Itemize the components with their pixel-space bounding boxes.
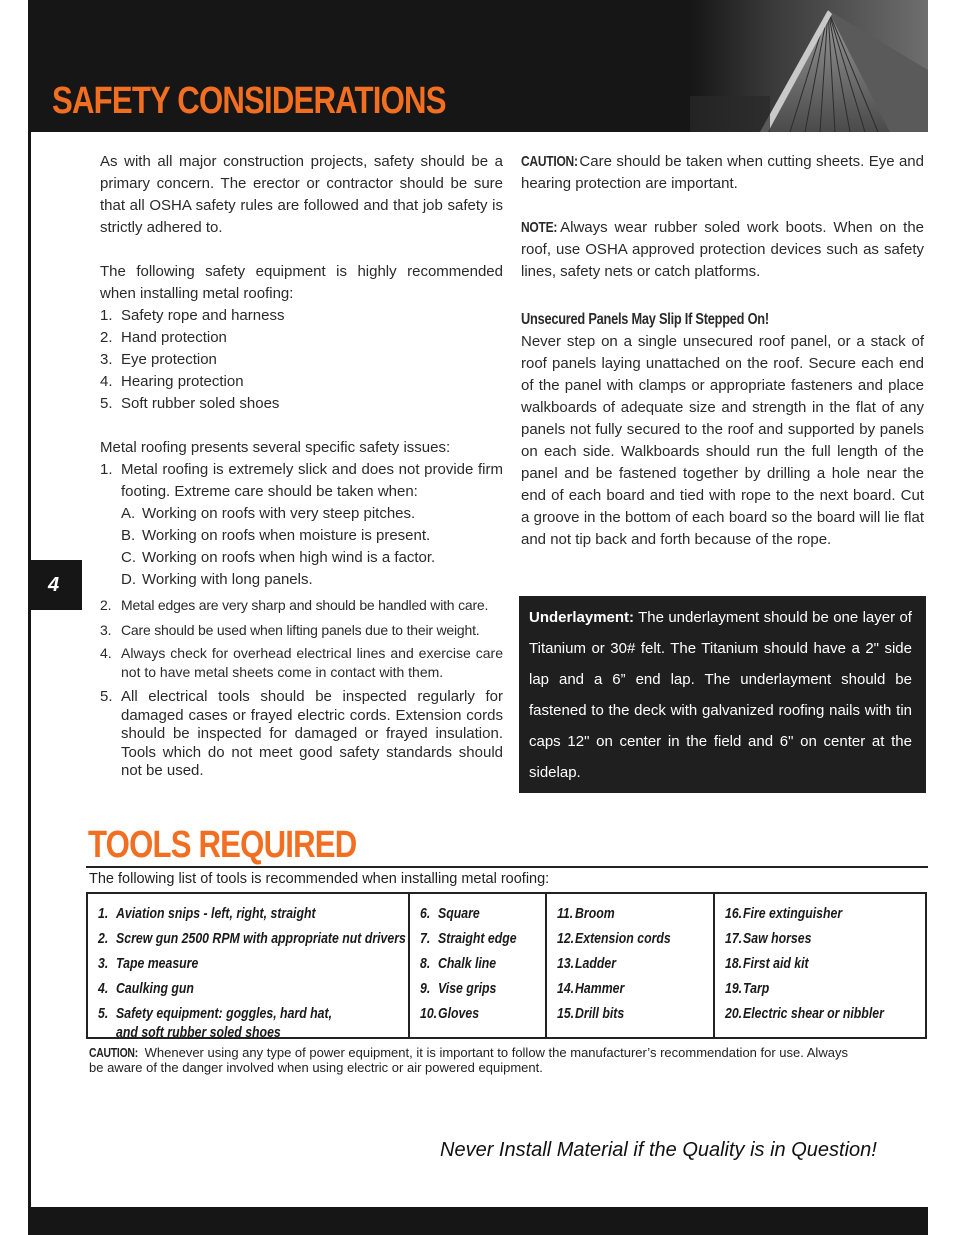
underlayment-box <box>519 596 926 793</box>
issues-list <box>100 459 503 781</box>
list-item: 3. Care should be used when lifting panels due to their weight. <box>100 622 480 638</box>
tools-table <box>86 892 927 1039</box>
tools-divider <box>86 866 928 868</box>
list-item: 3. Eye protection <box>100 351 217 368</box>
sub-list-item: B. Working on roofs when moisture is present. <box>121 527 431 544</box>
tools-column <box>715 894 925 1037</box>
left-rule <box>28 132 31 1207</box>
unsecured-paragraph: Never step on a single unsecured roof panel, or a stack of roof panels laying unattached on the roof. Secure each end of the panel with clamps or appropriate fasteners and place walkboards of adequate size and strength in the flat of any panels not fully secured to the roof and supported by panels on each side. Walkboards should run the full length of the panel and be fastened together by drilling a hole near the end of each board and tied with rope to the next board. Cut a groove in the bottom of each board so the board will lie flat and not tip back and forth because of the rope. <box>521 333 924 548</box>
tools-intro: The following list of tools is recommended when installing metal roofing: <box>89 871 550 887</box>
intro-paragraph: As with all major construction projects, safety should be a primary concern. The erector or contractor should be sure that all OSHA safety rules are followed and that job safety is strictly adhered to. <box>100 153 503 236</box>
tool-item: 14.Hammer <box>557 980 625 997</box>
issues-intro: Metal roofing presents several specific safety issues: <box>100 439 451 456</box>
tool-item: 17.Saw horses <box>725 930 812 947</box>
equipment-intro: The following safety equipment is highly recommended when installing metal roofing: <box>100 263 503 302</box>
list-item: 4. Hearing protection <box>100 373 244 390</box>
sub-list-item: D. Working with long panels. <box>121 571 313 588</box>
tool-item: 5. Safety equipment: goggles, hard hat, and soft rubber soled shoes <box>98 1005 333 1041</box>
list-item: 4. Always check for overhead electrical lines and exercise care not to have metal sheets come in contact with them. <box>100 645 503 680</box>
list-item: 2. Hand protection <box>100 329 227 346</box>
tool-item: 10.Gloves <box>420 1005 480 1022</box>
caution-paragraph: CAUTION: Care should be taken when cutting sheets. Eye and hearing protection are important. <box>521 153 924 192</box>
tool-item: 18.First aid kit <box>725 955 809 972</box>
underlayment-label: Underlayment: <box>529 609 635 626</box>
equipment-list <box>100 305 503 415</box>
tool-item: 13.Ladder <box>557 955 617 972</box>
tool-item: 12.Extension cords <box>557 930 671 947</box>
list-item: 1. Safety rope and harness <box>100 307 285 324</box>
tool-item: 19.Tarp <box>725 980 770 997</box>
tool-item: 6. Square <box>420 905 480 922</box>
underlayment-text: The underlayment should be one layer of Titanium or 30# felt. The Titanium should have a 2" side lap and a 6” end lap. The underlayment should be fastened to the deck with galvanized roofing nails with tin caps 12" on center in the field and 6" on center at the sidelap. <box>529 609 912 781</box>
list-item: 2. Metal edges are very sharp and should be handled with care. <box>100 597 489 613</box>
tool-item: 20.Electric shear or nibbler <box>725 1005 884 1022</box>
sub-list-item: C. Working on roofs when high wind is a factor. <box>121 549 436 566</box>
tool-item: 2. Screw gun 2500 RPM with appropriate nut drivers <box>98 930 406 947</box>
list-item: 1. Metal roofing is extremely slick and does not provide firm footing. Extreme care should be taken when: <box>100 461 503 500</box>
caution-label: CAUTION: <box>521 153 578 170</box>
quality-tagline: Never Install Material if the Quality is in Question! <box>440 1139 877 1161</box>
list-item: 5. Soft rubber soled shoes <box>100 395 280 412</box>
tool-item: 8. Chalk line <box>420 955 497 972</box>
tools-caution <box>89 1045 849 1075</box>
tool-item: 3. Tape measure <box>98 955 199 972</box>
tool-item: 9. Vise grips <box>420 980 497 997</box>
tool-item: 7. Straight edge <box>420 930 517 947</box>
tool-item: 1. Aviation snips - left, right, straight <box>98 905 316 922</box>
footer-band <box>28 1207 928 1235</box>
tool-item: 15.Drill bits <box>557 1005 625 1022</box>
right-column <box>521 151 924 551</box>
tools-column <box>88 894 410 1041</box>
tools-column <box>547 894 715 1037</box>
list-item: 5. All electrical tools should be inspected regularly for damaged cases or frayed electric cords. Extension cords should be inspected for damaged or frayed insulation. Tools which do not meet good safety standards should not be used. <box>100 688 503 779</box>
left-column <box>100 151 503 781</box>
page-title: SAFETY CONSIDERATIONS <box>52 80 446 122</box>
tool-item: 11. Broom <box>557 905 615 922</box>
tools-caution-label: CAUTION: <box>89 1045 138 1060</box>
note-paragraph: NOTE: Always wear rubber soled work boots. When on the roof, use OSHA approved protection devices such as safety lines, safety nets or catch platforms. <box>521 219 925 280</box>
roof-photo <box>690 0 928 132</box>
sub-list-item: A. Working on roofs with very steep pitches. <box>121 505 416 522</box>
tools-caution-text: Whenever using any type of power equipment, it is important to follow the manufacturer’s recommendation for use. Always be aware of the danger involved when using electric or air powered equipment. <box>89 1045 848 1075</box>
tools-column <box>410 894 547 1037</box>
unsecured-heading: Unsecured Panels May Slip If Stepped On! <box>521 311 769 328</box>
tool-item: 4. Caulking gun <box>98 980 194 997</box>
roof-photo-image <box>690 0 928 132</box>
page-number: 4 <box>28 560 82 610</box>
tools-title: TOOLS REQUIRED <box>88 824 357 866</box>
note-label: NOTE: <box>521 219 558 236</box>
tool-item: 16.Fire extinguisher <box>725 905 843 922</box>
